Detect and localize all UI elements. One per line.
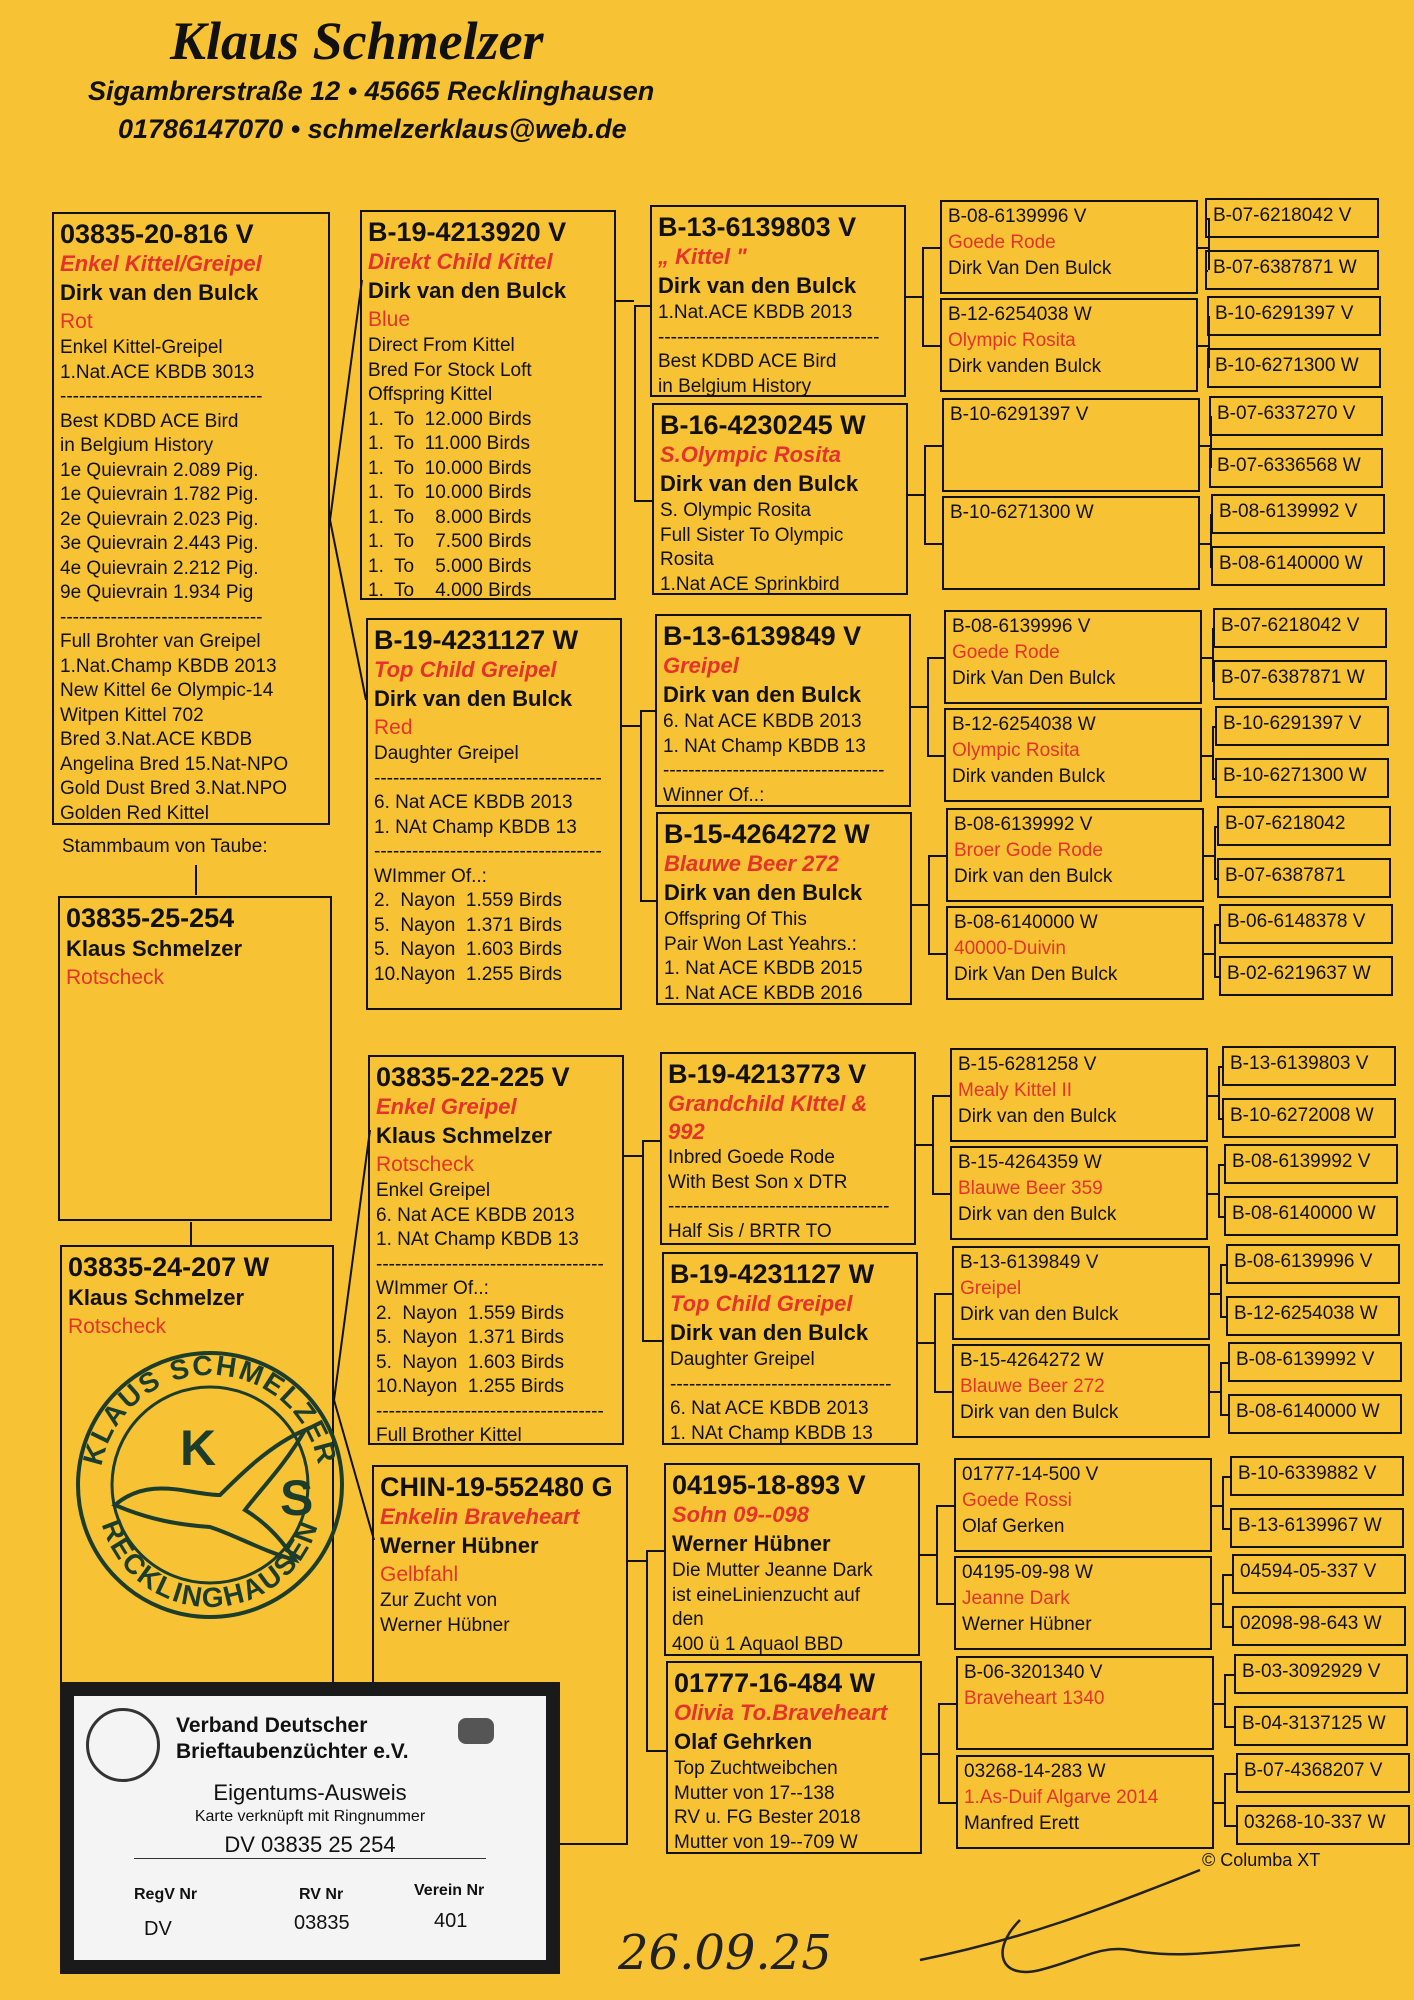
ggp-name: Greipel <box>960 1278 1022 1299</box>
ggp-ring: B-08-6139996 V <box>952 616 1091 637</box>
parent-note-line: 1. To 8.000 Birds <box>368 506 532 528</box>
ancestor-ring-cell: B-07-6336568 W <box>1209 448 1383 488</box>
ancestor-ring-cell: B-02-6219637 W <box>1219 956 1393 996</box>
great-grandparent-card <box>946 808 1204 902</box>
subject-note-line: 2e Quievrain 2.023 Pig. <box>60 508 259 530</box>
mother-owner: Klaus Schmelzer <box>68 1285 245 1310</box>
grandparent-card <box>662 1252 918 1445</box>
grandparent-name: S.Olympic Rosita <box>660 442 841 467</box>
grandparent-card <box>655 614 911 807</box>
ggp-name: Goede Rode <box>948 232 1056 253</box>
great-grandparent-card <box>942 496 1200 590</box>
parent-ring: B-19-4213920 V <box>368 217 567 247</box>
connector-line <box>330 280 362 520</box>
ancestor-ring-cell: B-10-6271300 W <box>1215 758 1389 798</box>
ancestor-ring-cell: B-07-6387871 W <box>1213 660 1387 700</box>
svg-text:K: K <box>180 1420 217 1476</box>
parent-note-line: 5. Nayon 1.603 Birds <box>376 1351 564 1373</box>
subject-note-line: Witpen Kittel 702 <box>60 704 204 726</box>
ggp-owner: Werner Hübner <box>962 1614 1092 1635</box>
grandparent-note-line: Rosita <box>660 549 714 570</box>
grandparent-note-line: Half Sis / BRTR TO <box>668 1220 832 1242</box>
ancestor-ring-cell: B-08-6140000 W <box>1224 1196 1398 1236</box>
grandparent-owner: Dirk van den Bulck <box>663 682 862 707</box>
ggp-name: Blauwe Beer 272 <box>960 1376 1105 1397</box>
great-grandparent-card <box>944 610 1202 704</box>
ggp-name: Jeanne Dark <box>962 1588 1070 1609</box>
grandparent-name: Sohn 09--098 <box>672 1502 809 1527</box>
grandparent-ring: 04195-18-893 V <box>672 1470 866 1500</box>
grandparent-note-line: 1.Nat ACE Sprinkbird <box>660 573 840 595</box>
subject-color: Rot <box>60 310 93 333</box>
grandparent-note-line: Best KDBD ACE Bird <box>658 351 837 372</box>
breeder-name: Klaus Schmelzer <box>170 11 544 71</box>
ggp-owner: Dirk van den Bulck <box>958 1106 1117 1127</box>
grandparent-note-line: den <box>672 1609 704 1630</box>
grandparent-note-line: Die Mutter Jeanne Dark <box>672 1560 873 1581</box>
subject-note-line: Full Brohter van Greipel <box>60 631 261 652</box>
ggp-name: Braveheart 1340 <box>964 1688 1105 1709</box>
ggp-name: 40000-Duivin <box>954 938 1066 959</box>
subject-note-line: New Kittel 6e Olympic-14 <box>60 680 274 701</box>
subject-note-line: -------------------------------- <box>60 386 263 407</box>
pigeon-icon <box>458 1718 494 1744</box>
grandparent-note-line: 1. Nat ACE KBDB 2016 <box>664 982 863 1004</box>
great-grandparent-card <box>940 200 1198 294</box>
subject-note-line: 4e Quievrain 2.212 Pig. <box>60 557 259 579</box>
copyright: © Columba XT <box>1202 1850 1321 1870</box>
vdb-logo-icon <box>86 1708 160 1782</box>
card-v2: 03835 <box>294 1912 350 1934</box>
parent-name: Top Child Greipel <box>374 657 557 682</box>
ggp-name: Olympic Rosita <box>952 740 1080 761</box>
parent-note-line: ------------------------------------ <box>376 1400 604 1422</box>
ancestor-ring-cell: B-10-6272008 W <box>1222 1098 1396 1138</box>
parent-note-line: ------------------------------------ <box>374 767 602 789</box>
parent-color: Rotscheck <box>376 1153 475 1176</box>
ggp-name: Olympic Rosita <box>948 330 1076 351</box>
grandparent-note-line: 1.Nat.ACE KBDB 2013 <box>658 302 853 323</box>
parent-note-line: WImmer Of..: <box>376 1278 489 1299</box>
ancestor-ring-cell: 03268-10-337 W <box>1236 1805 1410 1845</box>
parent-ring: B-19-4231127 W <box>374 625 579 655</box>
great-grandparent-card <box>940 298 1198 392</box>
great-grandparent-card <box>954 1458 1212 1552</box>
pedigree-label: Stammbaum von Taube: <box>62 836 268 857</box>
card-v3: 401 <box>434 1910 468 1932</box>
great-grandparent-card <box>950 1146 1208 1240</box>
ggp-ring: 04195-09-98 W <box>962 1562 1093 1583</box>
parent-note-line: 10.Nayon 1.255 Birds <box>374 963 563 985</box>
grandparent-ring: B-19-4213773 V <box>668 1059 867 1089</box>
grandparent-note-line: ----------------------------------- <box>668 1196 890 1217</box>
grandparent-note-line: 1. NAt Champ KBDB 13 <box>670 1422 873 1444</box>
org-line1: Verband Deutscher <box>176 1714 368 1737</box>
grandparent-name: Olivia To.Braveheart <box>674 1700 888 1725</box>
ggp-owner: Manfred Erett <box>964 1813 1080 1834</box>
grandparent-owner: Dirk van den Bulck <box>670 1320 869 1345</box>
ancestor-ring-cell: B-10-6291397 V <box>1207 296 1381 336</box>
parent-note-line: Bred For Stock Loft <box>368 359 532 381</box>
grandparent-card <box>666 1661 922 1854</box>
ggp-ring: B-08-6140000 W <box>954 912 1098 933</box>
ownership-card <box>60 1682 560 1974</box>
grandparent-ring: B-19-4231127 W <box>670 1259 875 1289</box>
subject-note-line: 1e Quievrain 2.089 Pig. <box>60 459 259 481</box>
grandparent-owner: Olaf Gehrken <box>674 1729 813 1754</box>
grandparent-ring: B-15-4264272 W <box>664 819 870 849</box>
subject-note-line: Bred 3.Nat.ACE KBDB <box>60 729 253 750</box>
card-ring: DV 03835 25 254 <box>134 1832 486 1859</box>
ancestor-ring-cell: B-07-6218042 <box>1217 806 1391 846</box>
grandparent-name: Blauwe Beer 272 <box>664 851 839 876</box>
parent-owner: Werner Hübner <box>380 1533 539 1558</box>
breeder-address: Sigambrerstraße 12 • 45665 Recklinghausen <box>88 76 655 106</box>
ancestor-ring-cell: B-04-3137125 W <box>1234 1706 1408 1746</box>
parent-note-line: Offspring Kittel <box>368 384 493 405</box>
parent-note-line: 1. NAt Champ KBDB 13 <box>376 1229 579 1250</box>
grandparent-ring: B-13-6139849 V <box>663 621 862 651</box>
card-h2: RV Nr <box>299 1886 344 1903</box>
parent-note-line: Direct From Kittel <box>368 335 515 356</box>
parent-note-line: 5. Nayon 1.371 Birds <box>376 1327 564 1348</box>
ggp-ring: B-12-6254038 W <box>952 714 1096 735</box>
ancestor-ring-cell: B-10-6271300 W <box>1207 348 1381 388</box>
ggp-ring: B-13-6139849 V <box>960 1252 1099 1273</box>
parent-note-line: 1. To 11.000 Birds <box>368 433 530 454</box>
ggp-owner: Dirk vanden Bulck <box>948 356 1102 377</box>
breeder-contact: 01786147070 • schmelzerklaus@web.de <box>118 114 627 144</box>
ancestor-ring-cell: B-08-6140000 W <box>1228 1394 1402 1434</box>
grandparent-note-line: in Belgium History <box>658 375 812 397</box>
parent-owner: Dirk van den Bulck <box>374 686 573 711</box>
parent-note-line: Enkel Greipel <box>376 1180 491 1201</box>
parent-note-line: 1. To 10.000 Birds <box>368 482 532 503</box>
grandparent-name: Greipel <box>663 653 739 678</box>
grandparent-note-line: Winner Of..: <box>663 784 765 806</box>
grandparent-card <box>652 403 908 595</box>
grandparent-name: Top Child Greipel <box>670 1291 853 1316</box>
ggp-owner: Dirk Van Den Bulck <box>954 964 1118 985</box>
grandparent-note-line: Pair Won Last Yeahrs.: <box>664 933 857 955</box>
parent-note-line: Full Brother Kittel <box>376 1425 522 1445</box>
great-grandparent-card <box>956 1755 1214 1849</box>
parent-note-line: 6. Nat ACE KBDB 2013 <box>376 1204 575 1226</box>
mother-color: Rotscheck <box>68 1315 167 1338</box>
ggp-ring: B-08-6139996 V <box>948 206 1087 227</box>
card-v1: DV <box>144 1918 172 1940</box>
grandparent-note-line: Inbred Goede Rode <box>668 1147 835 1168</box>
ancestor-ring-cell: B-10-6339882 V <box>1230 1456 1404 1496</box>
parent-note-line: 5. Nayon 1.603 Birds <box>374 939 562 960</box>
parent-owner: Klaus Schmelzer <box>376 1123 553 1148</box>
ancestor-ring-cell: B-07-6337270 V <box>1209 396 1383 436</box>
ancestor-ring-cell: B-07-6387871 W <box>1205 250 1379 290</box>
grandparent-card <box>664 1463 920 1656</box>
grandparent-note-line: 1. Nat ACE KBDB 2015 <box>664 958 863 979</box>
ancestor-ring-cell: B-07-6387871 <box>1217 858 1391 898</box>
ancestor-ring-cell: B-08-6139996 V <box>1226 1244 1400 1284</box>
parent-card <box>366 618 622 1010</box>
parent-name: Direkt Child Kittel <box>368 249 553 274</box>
grandparent-note-line: ----------------------------------- <box>663 760 885 781</box>
grandparent-note-line: S. Olympic Rosita <box>660 500 811 521</box>
ggp-ring: B-15-4264359 W <box>958 1152 1102 1173</box>
parent-color: Blue <box>368 308 411 331</box>
ancestor-ring-cell: B-13-6139803 V <box>1222 1046 1396 1086</box>
parent-ring: 03835-22-225 V <box>376 1062 570 1092</box>
ancestor-ring-cell: B-08-6139992 V <box>1211 494 1385 534</box>
org-line2: Brieftaubenzüchter e.V. <box>176 1740 409 1763</box>
ancestor-ring-cell: B-13-6139967 W <box>1230 1508 1404 1548</box>
subject-note-line: 3e Quievrain 2.443 Pig. <box>60 533 259 554</box>
card-h1: RegV Nr <box>134 1886 198 1903</box>
young-owner: Klaus Schmelzer <box>66 936 243 961</box>
grandparent-note-line: 6. Nat ACE KBDB 2013 <box>663 711 862 732</box>
grandparent-owner: Werner Hübner <box>672 1531 831 1556</box>
ggp-name: Blauwe Beer 359 <box>958 1178 1103 1199</box>
grandparent-owner: Dirk van den Bulck <box>664 880 863 905</box>
ggp-name: Goede Rossi <box>962 1490 1072 1511</box>
subject-note-line: 1.Nat.ACE KBDB 3013 <box>60 361 255 383</box>
grandparent-card <box>650 205 906 397</box>
ggp-name: Broer Gode Rode <box>954 840 1103 861</box>
breeder-stamp <box>70 1345 350 1625</box>
grandparent-name-cont: 992 <box>668 1119 705 1144</box>
parent-note-line: 5. Nayon 1.371 Birds <box>374 914 562 936</box>
ancestor-ring-cell: 04594-05-337 V <box>1232 1554 1406 1594</box>
parent-color: Gelbfahl <box>380 1563 459 1586</box>
grandparent-note-line: ----------------------------------- <box>670 1373 892 1395</box>
ggp-owner: Olaf Gerken <box>962 1516 1065 1537</box>
ggp-name: Goede Rode <box>952 642 1060 663</box>
grandparent-note-line: Mutter von 17--138 <box>674 1782 835 1804</box>
subject-note-line: Angelina Bred 15.Nat-NPO <box>60 753 289 775</box>
grandparent-note-line: ist eineLinienzucht auf <box>672 1584 861 1606</box>
subject-card <box>52 212 330 825</box>
great-grandparent-card <box>942 398 1200 492</box>
great-grandparent-card <box>952 1344 1210 1438</box>
grandparent-note-line: 1. NAt Champ KBDB 13 <box>663 735 866 757</box>
parent-card <box>368 1055 624 1445</box>
ggp-ring: 03268-14-283 W <box>964 1761 1106 1782</box>
ancestor-ring-cell: B-08-6139992 V <box>1224 1144 1398 1184</box>
ancestor-ring-cell: B-06-6148378 V <box>1219 904 1393 944</box>
parent-note-line: 1. NAt Champ KBDB 13 <box>374 816 577 838</box>
card-subtitle: Karte verknüpft mit Ringnummer <box>194 1808 426 1825</box>
ancestor-ring-cell: B-12-6254038 W <box>1226 1296 1400 1336</box>
ggp-ring: 01777-14-500 V <box>962 1464 1099 1485</box>
svg-text:KLAUS SCHMELZER: KLAUS SCHMELZER <box>76 1349 344 1469</box>
ggp-owner: Dirk van den Bulck <box>960 1402 1119 1423</box>
ancestor-ring-cell: B-10-6291397 V <box>1215 706 1389 746</box>
card-title: Eigentums-Ausweis <box>213 1780 407 1805</box>
great-grandparent-card <box>950 1048 1208 1142</box>
ggp-owner: Dirk Van Den Bulck <box>952 668 1116 689</box>
parent-note-line: ------------------------------------ <box>376 1253 604 1275</box>
ggp-owner: Dirk van den Bulck <box>958 1204 1117 1225</box>
ggp-ring: B-06-3201340 V <box>964 1662 1103 1683</box>
svg-text:S: S <box>280 1470 314 1526</box>
parent-note-line: 6. Nat ACE KBDB 2013 <box>374 792 573 813</box>
grandparent-owner: Dirk van den Bulck <box>658 273 857 298</box>
ggp-ring: B-15-4264272 W <box>960 1350 1104 1371</box>
parent-note-line: 2. Nayon 1.559 Birds <box>374 890 562 911</box>
handwritten-date: 26.09.25 <box>618 1925 832 1981</box>
ggp-ring: B-10-6291397 V <box>950 404 1089 425</box>
grandparent-note-line: Top Zuchtweibchen <box>674 1758 838 1779</box>
parent-note-line: WImmer Of..: <box>374 865 487 887</box>
subject-note-line: Enkel Kittel-Greipel <box>60 337 223 358</box>
subject-ring: 03835-20-816 V <box>60 219 254 249</box>
svg-text:RECKLINGHAUSEN: RECKLINGHAUSEN <box>95 1515 325 1614</box>
signature <box>900 1850 1320 1990</box>
parent-note-line: Werner Hübner <box>380 1614 510 1636</box>
ancestor-ring-cell: B-07-6218042 V <box>1205 198 1379 238</box>
ggp-ring: B-10-6271300 W <box>950 502 1094 523</box>
ggp-name: 1.As-Duif Algarve 2014 <box>964 1787 1159 1808</box>
parent-note-line: 1. To 4.000 Birds <box>368 580 532 600</box>
parent-note-line: 1. To 12.000 Birds <box>368 408 532 430</box>
ggp-owner: Dirk van den Bulck <box>960 1304 1119 1325</box>
parent-note-line: 10.Nayon 1.255 Birds <box>376 1376 565 1397</box>
subject-notes <box>60 336 322 825</box>
young-ring: 03835-25-254 <box>66 903 235 933</box>
great-grandparent-card <box>944 708 1202 802</box>
parent-name: Enkel Greipel <box>376 1094 517 1119</box>
ancestor-ring-cell: B-07-6218042 V <box>1213 608 1387 648</box>
grandparent-note-line: Full Sister To Olympic <box>660 524 844 546</box>
ancestor-ring-cell: B-08-6140000 W <box>1211 546 1385 586</box>
subject-note-line: Gold Dust Bred 3.Nat.NPO <box>60 778 288 799</box>
parent-ring: CHIN-19-552480 G <box>380 1472 613 1502</box>
subject-note-line: 1e Quievrain 1.782 Pig. <box>60 484 259 505</box>
ggp-ring: B-15-6281258 V <box>958 1054 1097 1075</box>
ggp-owner: Dirk van den Bulck <box>954 866 1113 887</box>
grandparent-note-line: 6. Nat ACE KBDB 2013 <box>670 1398 869 1419</box>
ancestor-ring-cell: 02098-98-643 W <box>1232 1606 1406 1646</box>
great-grandparent-card <box>952 1246 1210 1340</box>
parent-name: Enkelin Braveheart <box>380 1504 580 1529</box>
ancestor-ring-cell: B-07-4368207 V <box>1236 1753 1410 1793</box>
young-color: Rotscheck <box>66 966 165 989</box>
subject-note-line: -------------------------------- <box>60 606 263 628</box>
subject-note-line: Best KDBD ACE Bird <box>60 410 239 432</box>
ggp-owner: Dirk Van Den Bulck <box>948 258 1112 279</box>
ggp-ring: B-08-6139992 V <box>954 814 1093 835</box>
young-bird-card <box>58 896 332 1221</box>
grandparent-card <box>656 812 912 1005</box>
ancestor-ring-cell: B-08-6139992 V <box>1228 1342 1402 1382</box>
grandparent-note-line: ----------------------------------- <box>658 326 880 348</box>
grandparent-note-line: RV u. FG Bester 2018 <box>674 1807 861 1828</box>
subject-note-line: Golden Red Kittel <box>60 802 209 824</box>
parent-note-line: 1. To 7.500 Birds <box>368 531 532 552</box>
great-grandparent-card <box>946 906 1204 1000</box>
parent-color: Red <box>374 716 413 739</box>
great-grandparent-card <box>954 1556 1212 1650</box>
great-grandparent-card <box>956 1656 1214 1750</box>
parent-note-line: Zur Zucht von <box>380 1590 498 1611</box>
grandparent-name: Grandchild KIttel & <box>668 1091 868 1116</box>
grandparent-card <box>660 1052 916 1245</box>
ggp-name: Mealy Kittel II <box>958 1080 1073 1101</box>
grandparent-note-line: Mutter von 19--709 W <box>674 1831 858 1853</box>
subject-name: Enkel Kittel/Greipel <box>60 251 262 276</box>
subject-owner: Dirk van den Bulck <box>60 280 259 305</box>
subject-note-line: in Belgium History <box>60 435 214 456</box>
parent-note-line: ------------------------------------ <box>374 841 602 862</box>
card-h3: Verein Nr <box>414 1882 485 1899</box>
ggp-ring: B-12-6254038 W <box>948 304 1092 325</box>
grandparent-ring: 01777-16-484 W <box>674 1668 876 1698</box>
ggp-owner: Dirk vanden Bulck <box>952 766 1106 787</box>
parent-owner: Dirk van den Bulck <box>368 278 567 303</box>
grandparent-note-line: With Best Son x DTR <box>668 1171 848 1193</box>
subject-note-line: 9e Quievrain 1.934 Pig <box>60 582 254 603</box>
parent-note-line: 1. To 10.000 Birds <box>368 457 532 479</box>
grandparent-note-line: Offspring Of This <box>664 909 807 930</box>
parent-card <box>360 210 616 600</box>
ancestor-ring-cell: B-03-3092929 V <box>1234 1654 1408 1694</box>
parent-note-line: Daughter Greipel <box>374 743 519 764</box>
grandparent-note-line: 400 ü 1 Aquaol BBD <box>672 1633 844 1655</box>
parent-note-line: 2. Nayon 1.559 Birds <box>376 1302 564 1324</box>
mother-ring: 03835-24-207 W <box>68 1252 270 1282</box>
grandparent-ring: B-16-4230245 W <box>660 410 866 440</box>
grandparent-ring: B-13-6139803 V <box>658 212 857 242</box>
grandparent-owner: Dirk van den Bulck <box>660 471 859 496</box>
subject-note-line: 1.Nat.Champ KBDB 2013 <box>60 655 277 677</box>
grandparent-name: „ Kittel " <box>658 244 747 269</box>
parent-note-line: 1. To 5.000 Birds <box>368 555 532 577</box>
grandparent-note-line: Daughter Greipel <box>670 1349 815 1370</box>
